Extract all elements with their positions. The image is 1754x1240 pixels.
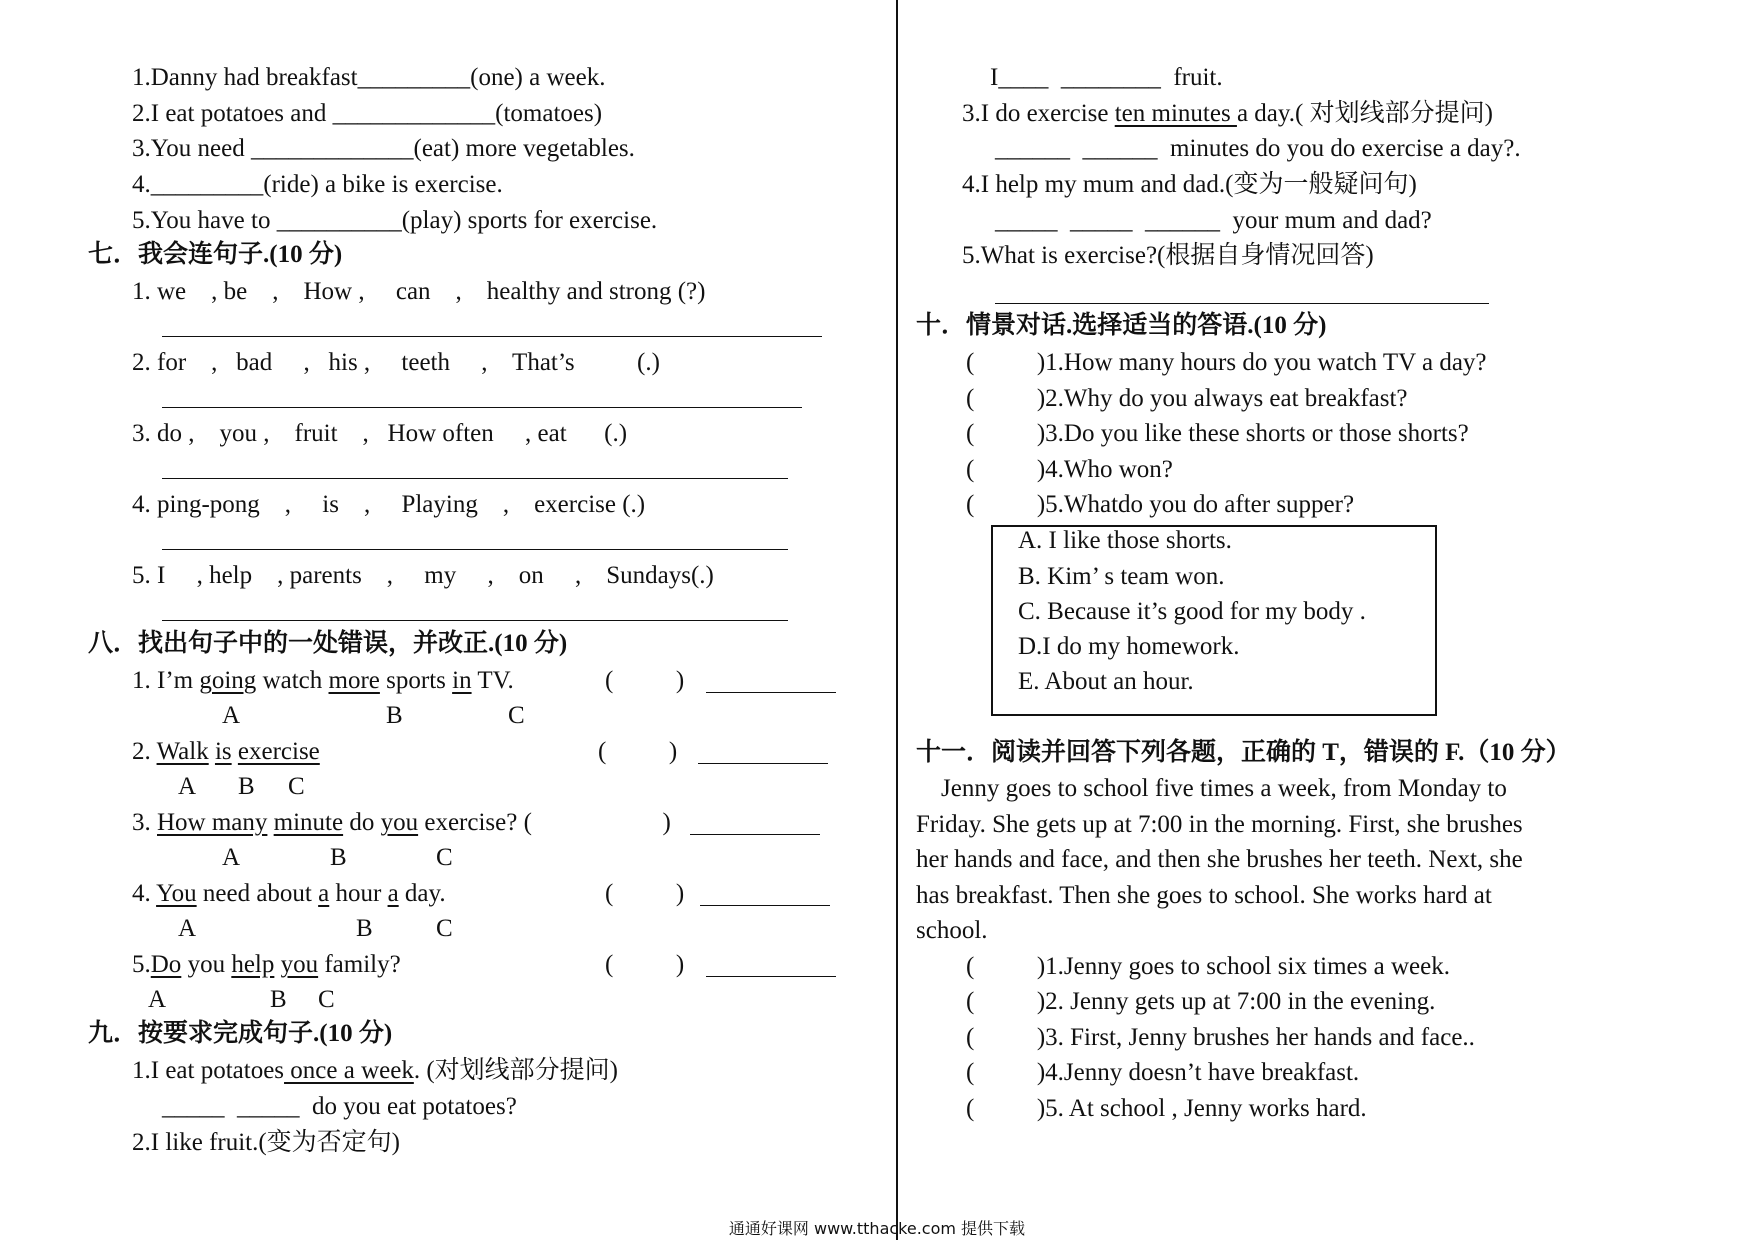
option-letter: C	[508, 702, 525, 729]
answer-line-3	[162, 478, 788, 479]
answer-line-4	[162, 549, 788, 550]
dialog-item-2: ( )2.Why do you always eat breakfast?	[966, 385, 1408, 412]
correction-line-3	[690, 834, 820, 835]
tf-item-4: ( )4.Jenny doesn’t have breakfast.	[966, 1059, 1360, 1086]
option-letter: B	[386, 702, 403, 729]
rewrite-item-2: 2.I like fruit.(变为否定句)	[132, 1129, 401, 1156]
rewrite-answer-3: ______ ______ minutes do you do exercise a day?.	[995, 135, 1521, 162]
column-divider	[896, 0, 898, 1240]
passage-line-1: Jenny goes to school five times a week, from Monday to	[916, 775, 1507, 802]
scramble-item-1: 1. we , be , How , can , healthy and strong (?)	[132, 278, 706, 305]
correction-line-5	[706, 976, 836, 977]
rewrite-item-1: 1.I eat potatoes once a week. (对划线部分提问)	[132, 1057, 618, 1084]
option-letter: A	[222, 844, 241, 871]
tf-item-1: ( )1.Jenny goes to school six times a week.	[966, 953, 1450, 980]
passage-line-4: has breakfast. Then she goes to school. She works hard at	[916, 882, 1492, 909]
section-7-title: 七．我会连句子.(10 分)	[88, 241, 343, 268]
tf-item-2: ( )2. Jenny gets up at 7:00 in the evening.	[966, 988, 1436, 1015]
rewrite-answer-line-5	[995, 303, 1489, 304]
option-letter: A	[178, 773, 197, 800]
rewrite-answer-4: _____ _____ ______ your mum and dad?	[995, 207, 1432, 234]
dialog-item-3: ( )3.Do you like these shorts or those shorts?	[966, 420, 1469, 447]
error-item-5: 5.Do you help you family?	[132, 951, 401, 978]
option-letter: B	[238, 773, 255, 800]
scramble-item-4: 4. ping-pong , is , Playing , exercise (.)	[132, 491, 646, 518]
scramble-item-5: 5. I , help , parents , my , on , Sundays(.)	[132, 562, 714, 589]
error-item-3: 3. How many minute do you exercise? (	[132, 809, 532, 836]
correction-line-1	[706, 692, 836, 693]
answer-option-c: C. Because it’s good for my body .	[1018, 598, 1366, 625]
dialog-item-5: ( )5.Whatdo you do after supper?	[966, 491, 1355, 518]
rewrite-item-3: 3.I do exercise ten minutes a day.( 对划线部分提问)	[962, 100, 1493, 127]
error-item-4: 4. You need about a hour a day.	[132, 880, 446, 907]
option-letter: B	[356, 915, 373, 942]
rewrite-item-4: 4.I help my mum and dad.(变为一般疑问句)	[962, 171, 1417, 198]
passage-line-5: school.	[916, 917, 988, 944]
option-letter: C	[436, 915, 453, 942]
answer-paren-4: ( )	[605, 880, 685, 907]
rewrite-answer-2: I____ ________ fruit.	[990, 64, 1223, 91]
section-10-title: 十．情景对话.选择适当的答语.(10 分)	[916, 312, 1327, 339]
answer-line-2	[162, 407, 802, 408]
option-letter: A	[148, 986, 167, 1013]
section-8-title: 八．找出句子中的一处错误，并改正.(10 分)	[88, 630, 568, 657]
option-letter: A	[178, 915, 197, 942]
fill-item-5: 5.You have to __________(play) sports for exercise.	[132, 207, 658, 234]
tf-item-3: ( )3. First, Jenny brushes her hands and face..	[966, 1024, 1475, 1051]
error-item-2: 2. Walk is exercise	[132, 738, 320, 765]
rewrite-item-5: 5.What is exercise?(根据自身情况回答)	[962, 242, 1374, 269]
answer-option-a: A. I like those shorts.	[1018, 527, 1232, 554]
error-item-1: 1. I’m going watch more sports in TV.	[132, 667, 514, 694]
tf-item-5: ( )5. At school , Jenny works hard.	[966, 1095, 1367, 1122]
fill-item-2: 2.I eat potatoes and _____________(tomatoes)	[132, 100, 603, 127]
section-9-title: 九．按要求完成句子.(10 分)	[88, 1020, 393, 1047]
option-letter: C	[318, 986, 335, 1013]
passage-line-2: Friday. She gets up at 7:00 in the morning. First, she brushes	[916, 811, 1523, 838]
answer-paren-1: ( )	[605, 667, 685, 694]
answer-line-1	[162, 336, 822, 337]
option-letter: B	[270, 986, 287, 1013]
option-letter: C	[436, 844, 453, 871]
answer-line-5	[162, 620, 788, 621]
fill-item-1: 1.Danny had breakfast_________(one) a week.	[132, 64, 606, 91]
scramble-item-2: 2. for , bad , his , teeth , That’s (.)	[132, 349, 660, 376]
dialog-item-4: ( )4.Who won?	[966, 456, 1173, 483]
dialog-item-1: ( )1.How many hours do you watch TV a day?	[966, 349, 1487, 376]
correction-line-2	[698, 763, 828, 764]
fill-item-3: 3.You need _____________(eat) more vegetables.	[132, 135, 635, 162]
answer-paren-5: ( )	[605, 951, 685, 978]
answer-option-d: D.I do my homework.	[1018, 633, 1240, 660]
option-letter: B	[330, 844, 347, 871]
fill-item-4: 4._________(ride) a bike is exercise.	[132, 171, 503, 198]
answer-option-b: B. Kim’ s team won.	[1018, 563, 1225, 590]
page-footer: 通通好课网 www.tthacke.com 提供下载	[728, 1219, 1026, 1238]
option-letter: C	[288, 773, 305, 800]
passage-line-3: her hands and face, and then she brushes her teeth. Next, she	[916, 846, 1523, 873]
answer-paren-3: )	[600, 809, 671, 836]
answer-option-e: E. About an hour.	[1018, 668, 1194, 695]
correction-line-4	[700, 905, 830, 906]
scramble-item-3: 3. do , you , fruit , How often , eat (.)	[132, 420, 628, 447]
option-letter: A	[222, 702, 241, 729]
answer-paren-2: ( )	[598, 738, 678, 765]
section-11-title: 十一．阅读并回答下列各题，正确的 T，错误的 F.（10 分）	[916, 739, 1571, 766]
rewrite-answer-1: _____ _____ do you eat potatoes?	[162, 1093, 517, 1120]
